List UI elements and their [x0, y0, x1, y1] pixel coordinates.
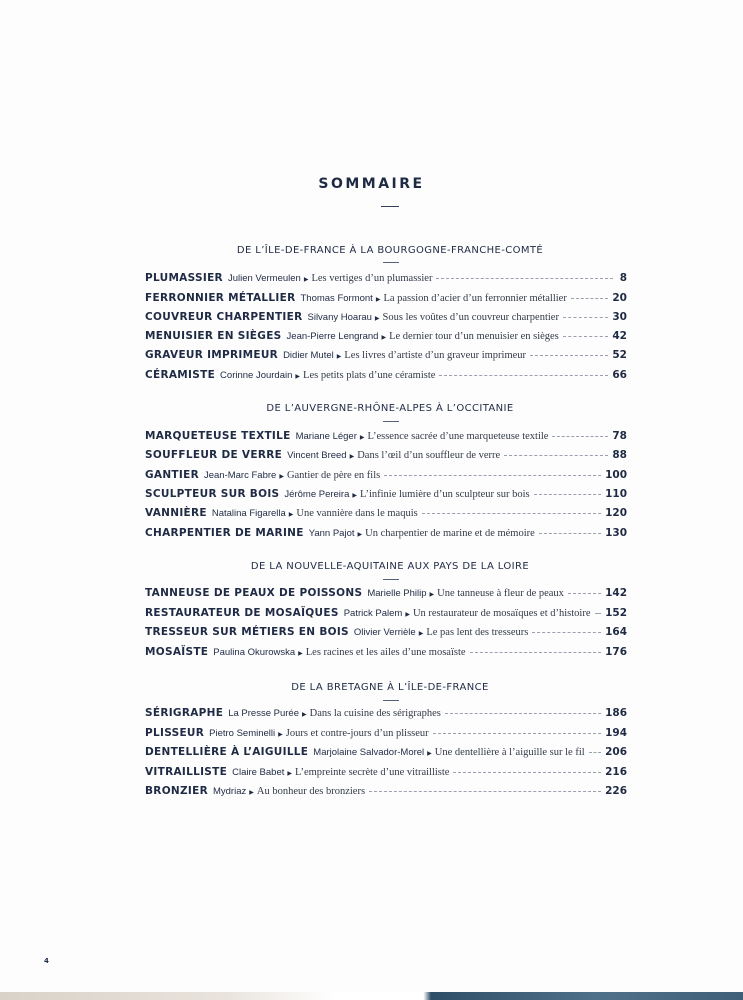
- author-name: Paulina Okurowska: [213, 647, 296, 658]
- dotted-leader: [552, 435, 608, 437]
- section-heading: DE L’ÎLE-DE-FRANCE À LA BOURGOGNE-FRANCHE-COMTÉ: [236, 245, 544, 256]
- arrow-icon: ▶: [336, 354, 342, 360]
- author-name: La Presse Purée: [228, 708, 299, 719]
- page-number: 206: [605, 746, 627, 758]
- toc-entry[interactable]: [145, 272, 627, 288]
- page-number: 216: [605, 766, 627, 778]
- entry-description: Sous les voûtes d’un couvreur charpentier: [382, 312, 559, 323]
- entry-description: Les petits plats d’une céramiste: [303, 370, 436, 381]
- toc-entry[interactable]: [145, 527, 627, 543]
- page-number: 176: [605, 646, 627, 658]
- page-number: 194: [605, 727, 627, 739]
- arrow-icon: ▶: [357, 532, 363, 538]
- arrow-icon: ▶: [427, 751, 432, 757]
- page-number: 88: [612, 449, 627, 461]
- entry-description: Les vertiges d’un plumassier: [311, 273, 433, 284]
- entry-description: La passion d’acier d’un ferronnier métallier: [383, 293, 567, 304]
- page-number: 20: [612, 292, 627, 304]
- trade-name: GANTIER: [145, 469, 199, 481]
- section-heading: DE LA BRETAGNE À L’ÎLE-DE-FRANCE: [291, 682, 489, 693]
- dotted-leader: [530, 354, 608, 356]
- dotted-leader: [470, 651, 602, 653]
- dotted-leader: [595, 612, 602, 614]
- author-name: Silvany Hoarau: [307, 312, 372, 323]
- toc-entry[interactable]: [145, 430, 627, 446]
- arrow-icon: ▶: [405, 612, 410, 618]
- page-number: 142: [605, 587, 627, 599]
- arrow-icon: ▶: [352, 493, 357, 499]
- trade-name: CÉRAMISTE: [145, 369, 216, 381]
- arrow-icon: ▶: [288, 512, 294, 518]
- page-number: 66: [612, 369, 627, 381]
- toc-entry[interactable]: [145, 330, 627, 346]
- entry-description: Un restaurateur de mosaïques et d’histoire: [412, 608, 591, 619]
- section-divider: [383, 700, 399, 701]
- toc-entry[interactable]: [145, 488, 627, 504]
- entry-description: L’essence sacrée d’une marqueteuse textile: [367, 431, 549, 442]
- entry-description: Dans la cuisine des sérigraphes: [309, 708, 441, 719]
- toc-entry[interactable]: [145, 311, 627, 327]
- author-name: Natalina Figarella: [211, 508, 286, 519]
- section-divider: [383, 579, 399, 580]
- arrow-icon: ▶: [249, 790, 254, 796]
- arrow-icon: ▶: [418, 631, 424, 637]
- dotted-leader: [534, 493, 601, 495]
- arrow-icon: ▶: [381, 335, 387, 341]
- trade-name: DENTELLIÈRE À L’AIGUILLE: [145, 746, 309, 758]
- page-number: 226: [605, 785, 627, 797]
- entry-description: Les livres d’artiste d’un graveur imprimeur: [344, 350, 527, 361]
- trade-name: SÉRIGRAPHE: [145, 707, 224, 719]
- title-divider: [381, 206, 399, 207]
- toc-entry[interactable]: [145, 507, 627, 523]
- dotted-leader: [532, 631, 601, 633]
- page-number: 100: [605, 469, 627, 481]
- author-name: Vincent Breed: [287, 450, 347, 461]
- page-number: 42: [612, 330, 627, 342]
- dotted-leader: [504, 454, 608, 456]
- entry-description: Le pas lent des tresseurs: [426, 627, 529, 638]
- entry-description: L’empreinte secrète d’une vitrailliste: [295, 767, 450, 778]
- section-heading: DE LA NOUVELLE-AQUITAINE AUX PAYS DE LA LOIRE: [250, 561, 530, 572]
- section-divider: [383, 262, 399, 263]
- arrow-icon: ▶: [303, 277, 309, 283]
- trade-name: TRESSEUR SUR MÉTIERS EN BOIS: [145, 626, 349, 638]
- author-name: Jean-Pierre Lengrand: [286, 331, 379, 342]
- arrow-icon: ▶: [375, 297, 381, 303]
- author-name: Thomas Formont: [300, 293, 373, 304]
- trade-name: MARQUETEUSE TEXTILE: [145, 430, 291, 442]
- author-name: Corinne Jourdain: [220, 370, 293, 381]
- entry-description: Jours et contre-jours d’un plisseur: [285, 728, 429, 739]
- toc-entry[interactable]: [145, 646, 627, 662]
- dotted-leader: [436, 277, 613, 279]
- toc-entry[interactable]: [145, 766, 627, 782]
- arrow-icon: ▶: [287, 771, 293, 777]
- trade-name: FERRONNIER MÉTALLIER: [145, 292, 296, 304]
- entry-description: Gantier de père en fils: [286, 470, 381, 481]
- entry-description: Au bonheur des bronziers: [256, 786, 366, 797]
- page-number: 110: [605, 488, 627, 500]
- trade-name: PLUMASSIER: [145, 272, 223, 284]
- arrow-icon: ▶: [298, 651, 303, 657]
- trade-name: SOUFFLEUR DE VERRE: [145, 449, 283, 461]
- dotted-leader: [369, 790, 601, 792]
- author-name: Jérôme Pereira: [284, 489, 350, 500]
- arrow-icon: ▶: [301, 712, 307, 718]
- section-heading: DE L’AUVERGNE-RHÔNE-ALPES À L’OCCITANIE: [266, 403, 514, 414]
- author-name: Pietro Seminelli: [209, 728, 276, 739]
- dotted-leader: [568, 592, 601, 594]
- author-name: Didier Mutel: [283, 350, 334, 361]
- author-name: Patrick Palem: [343, 608, 403, 619]
- page-number: 186: [605, 707, 627, 719]
- dotted-leader: [384, 474, 601, 476]
- arrow-icon: ▶: [374, 316, 380, 322]
- author-name: Claire Babet: [232, 767, 285, 778]
- author-name: Yann Pajot: [308, 528, 355, 539]
- entry-description: Dans l’œil d’un souffleur de verre: [357, 450, 501, 461]
- trade-name: PLISSEUR: [145, 727, 205, 739]
- entry-description: Une tanneuse à fleur de peaux: [437, 588, 564, 599]
- dotted-leader: [422, 512, 601, 514]
- arrow-icon: ▶: [349, 454, 355, 460]
- toc-entry[interactable]: [145, 626, 627, 642]
- toc-entry[interactable]: [145, 469, 627, 485]
- arrow-icon: ▶: [295, 374, 301, 380]
- page-number: 164: [605, 626, 627, 638]
- page-number: 78: [612, 430, 627, 442]
- trade-name: MENUISIER EN SIÈGES: [145, 330, 282, 342]
- trade-name: MOSAÏSTE: [145, 646, 209, 658]
- trade-name: CHARPENTIER DE MARINE: [145, 527, 304, 539]
- dotted-leader: [439, 374, 608, 376]
- dotted-leader: [433, 732, 601, 734]
- trade-name: VANNIÈRE: [145, 507, 207, 519]
- page-number: 8: [619, 272, 627, 284]
- author-name: Jean-Marc Fabre: [203, 470, 277, 481]
- toc-entry[interactable]: [145, 349, 627, 365]
- entry-description: Le dernier tour d’un menuisier en sièges: [389, 331, 559, 342]
- page-number: 152: [605, 607, 627, 619]
- author-name: Mydriaz: [212, 786, 247, 797]
- author-name: Marielle Philip: [367, 588, 427, 599]
- next-page-photo-edge: [0, 992, 743, 1000]
- dotted-leader: [563, 316, 608, 318]
- page-number: 130: [605, 527, 627, 539]
- toc-entry[interactable]: [145, 707, 627, 723]
- folio-page-number: 4: [44, 957, 49, 965]
- trade-name: BRONZIER: [145, 785, 208, 797]
- arrow-icon: ▶: [279, 474, 284, 480]
- entry-description: L’infinie lumière d’un sculpteur sur bois: [360, 489, 530, 500]
- dotted-leader: [453, 771, 601, 773]
- toc-entry[interactable]: [145, 369, 627, 385]
- page-number: 52: [612, 349, 627, 361]
- author-name: Mariane Léger: [295, 431, 357, 442]
- toc-entry[interactable]: [145, 607, 627, 623]
- toc-entry[interactable]: [145, 746, 627, 762]
- page-title: SOMMAIRE: [318, 176, 425, 192]
- author-name: Marjolaine Salvador-Morel: [313, 747, 425, 758]
- dotted-leader: [589, 751, 601, 753]
- arrow-icon: ▶: [429, 592, 435, 598]
- trade-name: SCULPTEUR SUR BOIS: [145, 488, 280, 500]
- dotted-leader: [539, 532, 601, 534]
- dotted-leader: [571, 297, 609, 299]
- arrow-icon: ▶: [278, 732, 283, 738]
- author-name: Olivier Verrièle: [353, 627, 416, 638]
- toc-entry[interactable]: [145, 785, 627, 801]
- trade-name: VITRAILLISTE: [145, 766, 228, 778]
- toc-entry[interactable]: [145, 727, 627, 743]
- entry-description: Un charpentier de marine et de mémoire: [365, 528, 535, 539]
- page-number: 30: [612, 311, 627, 323]
- dotted-leader: [445, 712, 601, 714]
- toc-entry[interactable]: [145, 587, 627, 603]
- toc-entry[interactable]: [145, 449, 627, 465]
- page-number: 120: [605, 507, 627, 519]
- entry-description: Une dentellière à l’aiguille sur le fil: [434, 747, 585, 758]
- entry-description: Les racines et les ailes d’une mosaïste: [305, 647, 466, 658]
- toc-entry[interactable]: [145, 292, 627, 308]
- author-name: Julien Vermeulen: [227, 273, 301, 284]
- trade-name: RESTAURATEUR DE MOSAÏQUES: [145, 607, 339, 619]
- trade-name: TANNEUSE DE PEAUX DE POISSONS: [145, 587, 363, 599]
- arrow-icon: ▶: [359, 435, 365, 441]
- entry-description: Une vannière dans le maquis: [296, 508, 418, 519]
- section-divider: [383, 421, 399, 422]
- trade-name: COUVREUR CHARPENTIER: [145, 311, 303, 323]
- trade-name: GRAVEUR IMPRIMEUR: [145, 349, 279, 361]
- dotted-leader: [563, 335, 609, 337]
